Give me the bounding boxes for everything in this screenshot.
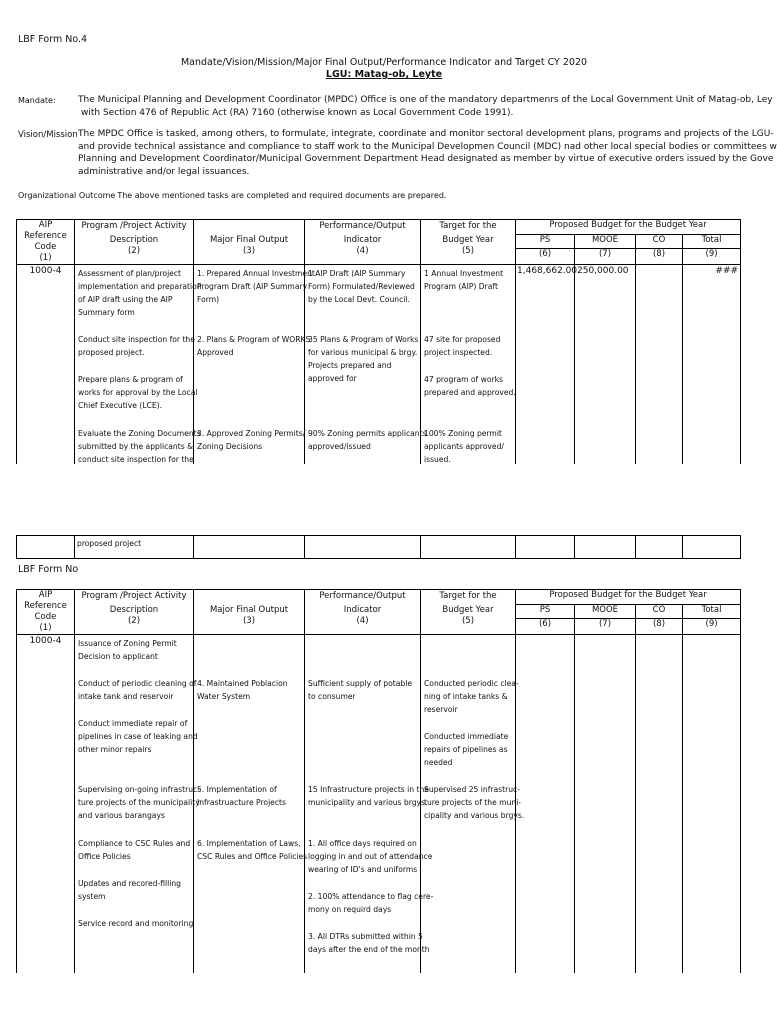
cell-text-line: Decision to applicant [78, 652, 158, 661]
header-program-line1: Program /Project Activity [81, 221, 187, 231]
t2-header-target-line1: Target for the [439, 591, 497, 601]
cell-text-line: 2. 100% attendance to flag cere- [308, 892, 434, 901]
t2-header-performance [305, 590, 421, 635]
cell-text-line: Compliance to CSC Rules and [78, 839, 191, 848]
vision-mission-label: Vision/Mission [18, 130, 78, 140]
table2-total [683, 635, 741, 973]
table2-mooe [575, 635, 636, 973]
table1-ps-value: 1,468,662.00 [517, 266, 578, 276]
cell-text-line: system [78, 892, 106, 901]
cell-text-line: of AIP draft using the AIP [78, 295, 173, 304]
header-target-line1: Target for the [439, 221, 497, 231]
vision-line-4: administrative and/or legal issuances. [78, 166, 250, 177]
vision-line-1: The MPDC Office is tasked, among others, to formulate, integrate, coordinate and monitor sectoral development plans, programs and projects of the LGU- [78, 129, 774, 139]
vision-line-3: Planning and Development Coordinator/Municipal Government Department Head designated as member by virtue of executive orders issued by the Gove [78, 154, 774, 164]
t2-header-mfo [194, 590, 305, 635]
document-title: Mandate/Vision/Mission/Major Final Output/Performance Indicator and Target CY 2020 [180, 57, 588, 68]
cell-text-line: Summary form [78, 308, 135, 317]
cell-text-line: pipelines in case of leaking and [78, 732, 198, 741]
cell-text-line: proposed project. [78, 348, 145, 357]
outcome-text: The above mentioned tasks are completed and required documents are prepared. [117, 191, 447, 200]
cell-text-line: project inspected. [424, 348, 493, 357]
t2-header-ps: PS [516, 605, 575, 619]
header-aip-line3: Code [34, 242, 57, 252]
t2-header-co-num: (8) [636, 618, 683, 634]
cell-text-line: Conduct immediate repair of [78, 719, 188, 728]
table2-ps [516, 635, 575, 973]
cell-text-line: Prepare plans & program of [78, 375, 183, 384]
cell-text-line: municipality and various brgys. [308, 798, 428, 807]
cell-text-line: 3. All DTRs submitted within 5 [308, 932, 423, 941]
cell-text-line: Program Draft (AIP Summary [197, 282, 308, 291]
cell-text-line: 2. Plans & Program of WORKS [197, 335, 311, 344]
header-total-num: (9) [683, 248, 741, 264]
table2-col4 [305, 635, 434, 973]
header-perf-num: (4) [356, 246, 369, 256]
t2-header-program-num: (2) [127, 616, 141, 626]
t2-header-mooe: MOOE [575, 605, 636, 619]
header-mooe-num: (7) [575, 248, 636, 264]
cell-text-line: 90% Zoning permits applicants [308, 429, 427, 438]
t2-header-mfo-line1: Major Final Output [209, 605, 289, 615]
cell-text-line: reservoir [424, 705, 458, 714]
t2-header-aip-line1: AIP [38, 590, 53, 600]
cell-text-line: Supervising on-going infrastruc- [78, 785, 200, 794]
table1-code [17, 265, 75, 464]
budget-table-2 [16, 589, 741, 973]
cell-text-line: intake tank and reservoir [78, 692, 174, 701]
cell-text-line: 1. Prepared Annual Investment [197, 269, 315, 278]
continued-text-cell [75, 536, 194, 559]
cell-text-line: approved for [308, 374, 357, 383]
header-program-line2: Description [109, 235, 159, 245]
cell-text-line: 5. Implementation of [197, 785, 277, 794]
organizational-outcome [18, 191, 446, 200]
cell-text-line: mony on requird days [308, 905, 392, 914]
cell-text-line: Issuance of Zoning Permit [78, 639, 177, 648]
table1-col3 [194, 265, 315, 464]
header-mfo [194, 220, 305, 265]
outcome-label: Organizational Outcome [18, 191, 116, 200]
t2-header-proposed-budget: Proposed Budget for the Budget Year [516, 590, 741, 605]
cell-text-line: Office Policies [78, 852, 131, 861]
header-target-num: (5) [461, 246, 475, 256]
cell-text-line: days after the end of the month [308, 945, 430, 954]
cell-text-line: Evaluate the Zoning Documents [78, 429, 201, 438]
cell-text-line: Form) Formulated/Reviewed [308, 282, 415, 291]
table2-col3 [194, 635, 308, 973]
cell-text-line: Zoning Decisions [197, 442, 263, 451]
cell-text-line: needed [424, 758, 453, 767]
header-program-num: (2) [127, 246, 141, 256]
table1-col2 [75, 265, 202, 464]
cell-text-line: repairs of pipelines as [424, 745, 508, 754]
header-target-line2: Budget Year [442, 235, 494, 245]
t2-header-program-line1: Program /Project Activity [81, 591, 187, 601]
cell-text-line: Conducted periodic clea- [424, 679, 519, 688]
t2-header-program [75, 590, 194, 635]
header-aip-code [17, 220, 75, 265]
continuation-row [16, 535, 741, 559]
t2-header-perf-line2: Indicator [343, 605, 382, 615]
cell-text-line: Conducted immediate [424, 732, 509, 741]
cell-text-line: and various barangays [78, 811, 165, 820]
header-program [75, 220, 194, 265]
header-proposed-budget: Proposed Budget for the Budget Year [516, 220, 741, 235]
header-aip-num: (1) [39, 253, 52, 263]
cell-text-line: 47 site for proposed [424, 335, 501, 344]
t2-header-aip-num: (1) [39, 623, 52, 633]
t2-header-aip-code [17, 590, 75, 635]
table1-col4 [305, 265, 427, 464]
cell-text-line: 100% Zoning permit [424, 429, 502, 438]
table2-co [636, 635, 683, 973]
vision-line-2: and provide technical assistance and compliance to staff work to the Municipal Developmen Council (MDC) nad other local special bodies or committees w [78, 141, 777, 152]
cell-text-line: to consumer [308, 692, 356, 701]
header-co: CO [636, 235, 683, 249]
cell-text-line: for various municipal & brgy. [308, 348, 418, 357]
cell-text-line: Program (AIP) Draft [424, 282, 498, 291]
header-co-num: (8) [636, 248, 683, 264]
mandate-line-2: with Section 476 of Republic Act (RA) 7160 (otherwise known as Local Government Code 1991). [81, 107, 514, 118]
cell-text-line: CSC Rules and Office Policies [197, 852, 308, 861]
header-mfo-line1: Major Final Output [209, 235, 289, 245]
cell-text-line: Approved [197, 348, 234, 357]
header-ps-num: (6) [516, 248, 575, 264]
cell-text-line: Updates and recored-filling [78, 879, 181, 888]
cell-text-line: other minor repairs [78, 745, 152, 754]
cell-text-line: Infrastruacture Projects [197, 798, 286, 807]
budget-table-1 [16, 219, 741, 464]
vision-mission-text [78, 128, 777, 178]
table2-code-text: 1000-4 [29, 636, 62, 646]
t2-header-target-line2: Budget Year [442, 605, 494, 615]
cell-text-line: ture projects of the muni- [424, 798, 522, 807]
t2-header-program-line2: Description [109, 605, 159, 615]
cell-text-line: 4. Maintained Poblacion [197, 679, 288, 688]
t2-header-perf-line1: Performance/Output [319, 591, 406, 601]
mandate-text [78, 94, 773, 119]
t2-header-target-num: (5) [461, 616, 475, 626]
cell-text-line: 35 Plans & Program of Works [308, 335, 419, 344]
t2-header-target [421, 590, 516, 635]
table1-total [683, 265, 741, 464]
header-performance [305, 220, 421, 265]
cell-text-line: Conduct site inspection for the [78, 335, 195, 344]
t2-header-co: CO [636, 605, 683, 619]
cell-text-line: by the Local Devt. Council. [308, 295, 410, 304]
table1-mooe-value: 250,000.00 [577, 266, 629, 276]
cell-text-line: works for approval by the Local [78, 388, 198, 397]
mandate-label: Mandate: [18, 96, 56, 105]
table2-code [17, 635, 75, 973]
table1-code-text: 1000-4 [29, 266, 62, 276]
t2-header-total: Total [683, 605, 741, 619]
header-target [421, 220, 516, 265]
cell-text-line: submitted by the applicants & [78, 442, 193, 451]
cell-text-line: approved/issued [308, 442, 371, 451]
header-perf-line1: Performance/Output [319, 221, 406, 231]
cell-text-line: Service record and monitoring [78, 919, 194, 928]
cell-text-line: applicants approved/ [424, 442, 504, 451]
cell-text-line: Sufficient supply of potable [308, 679, 412, 688]
cell-text-line: 1. All office days required on [308, 839, 417, 848]
form-number-label: LBF Form No.4 [18, 34, 88, 45]
cell-text-line: cipality and various brgys. [424, 811, 525, 820]
cell-text-line: ture projects of the municipality [78, 798, 200, 807]
header-mooe: MOOE [575, 235, 636, 249]
cell-text-line: 1 AIP Draft (AIP Summary [308, 269, 406, 278]
cell-text-line: Conduct of periodic cleaning of [78, 679, 197, 688]
header-aip-line1: AIP [38, 220, 53, 230]
t2-header-mooe-num: (7) [575, 618, 636, 634]
cell-text-line: 47 program of works [424, 375, 503, 384]
cell-text-line: ning of intake tanks & [424, 692, 508, 701]
lgu-text: LGU: Matag-ob, Leyte [325, 69, 443, 80]
cell-text-line: implementation and preparation [78, 282, 202, 291]
table2-col5 [421, 635, 525, 973]
cell-text-line: Assessment of plan/project [78, 269, 182, 278]
continued-text: proposed project [77, 539, 142, 548]
mandate-line-1: The Municipal Planning and Development Coordinator (MPDC) Office is one of the mandatory departmenrs of the Local Government Unit of Matag-ob, Ley [78, 95, 773, 105]
cell-text-line: 1 Annual Investment [424, 269, 504, 278]
cell-text-line: Projects prepared and [308, 361, 392, 370]
header-mfo-num: (3) [242, 246, 256, 256]
table1-mooe [575, 265, 636, 464]
cell-text-line: conduct site inspection for the [78, 455, 194, 464]
cell-text-line: 3. Approved Zoning Permits/ [197, 429, 306, 438]
cell-text-line: issued. [424, 455, 451, 464]
cell-text-line: Chief Executive (LCE). [78, 401, 163, 410]
t2-header-mfo-num: (3) [242, 616, 256, 626]
lgu-name [0, 69, 768, 80]
t2-header-perf-num: (4) [356, 616, 369, 626]
header-aip-line2: Reference [24, 231, 67, 241]
cell-text-line: wearing of ID's and uniforms [308, 865, 418, 874]
header-total: Total [683, 235, 741, 249]
t2-header-aip-line2: Reference [24, 601, 67, 611]
table1-col5 [421, 265, 516, 464]
form-number-label-2: LBF Form No [18, 564, 79, 575]
table1-ps [516, 265, 578, 464]
cell-text-line: 15 Infrastructure projects in the [308, 785, 429, 794]
t2-header-total-num: (9) [683, 618, 741, 634]
header-perf-line2: Indicator [343, 235, 382, 245]
table1-total-value: ### [715, 266, 739, 276]
cell-text-line: Water System [197, 692, 251, 701]
cell-text-line: 6. Implementation of Laws, [197, 839, 301, 848]
t2-header-ps-num: (6) [516, 618, 575, 634]
cell-text-line: Form) [197, 295, 220, 304]
table1-co [636, 265, 683, 464]
cell-text-line: logging in and out of attendance [308, 852, 433, 861]
table2-col2 [75, 635, 200, 973]
cell-text-line: prepared and approved. [424, 388, 516, 397]
cell-text-line: Supervised 25 infrastruc- [424, 785, 520, 794]
t2-header-aip-line3: Code [34, 612, 57, 622]
header-ps: PS [516, 235, 575, 249]
